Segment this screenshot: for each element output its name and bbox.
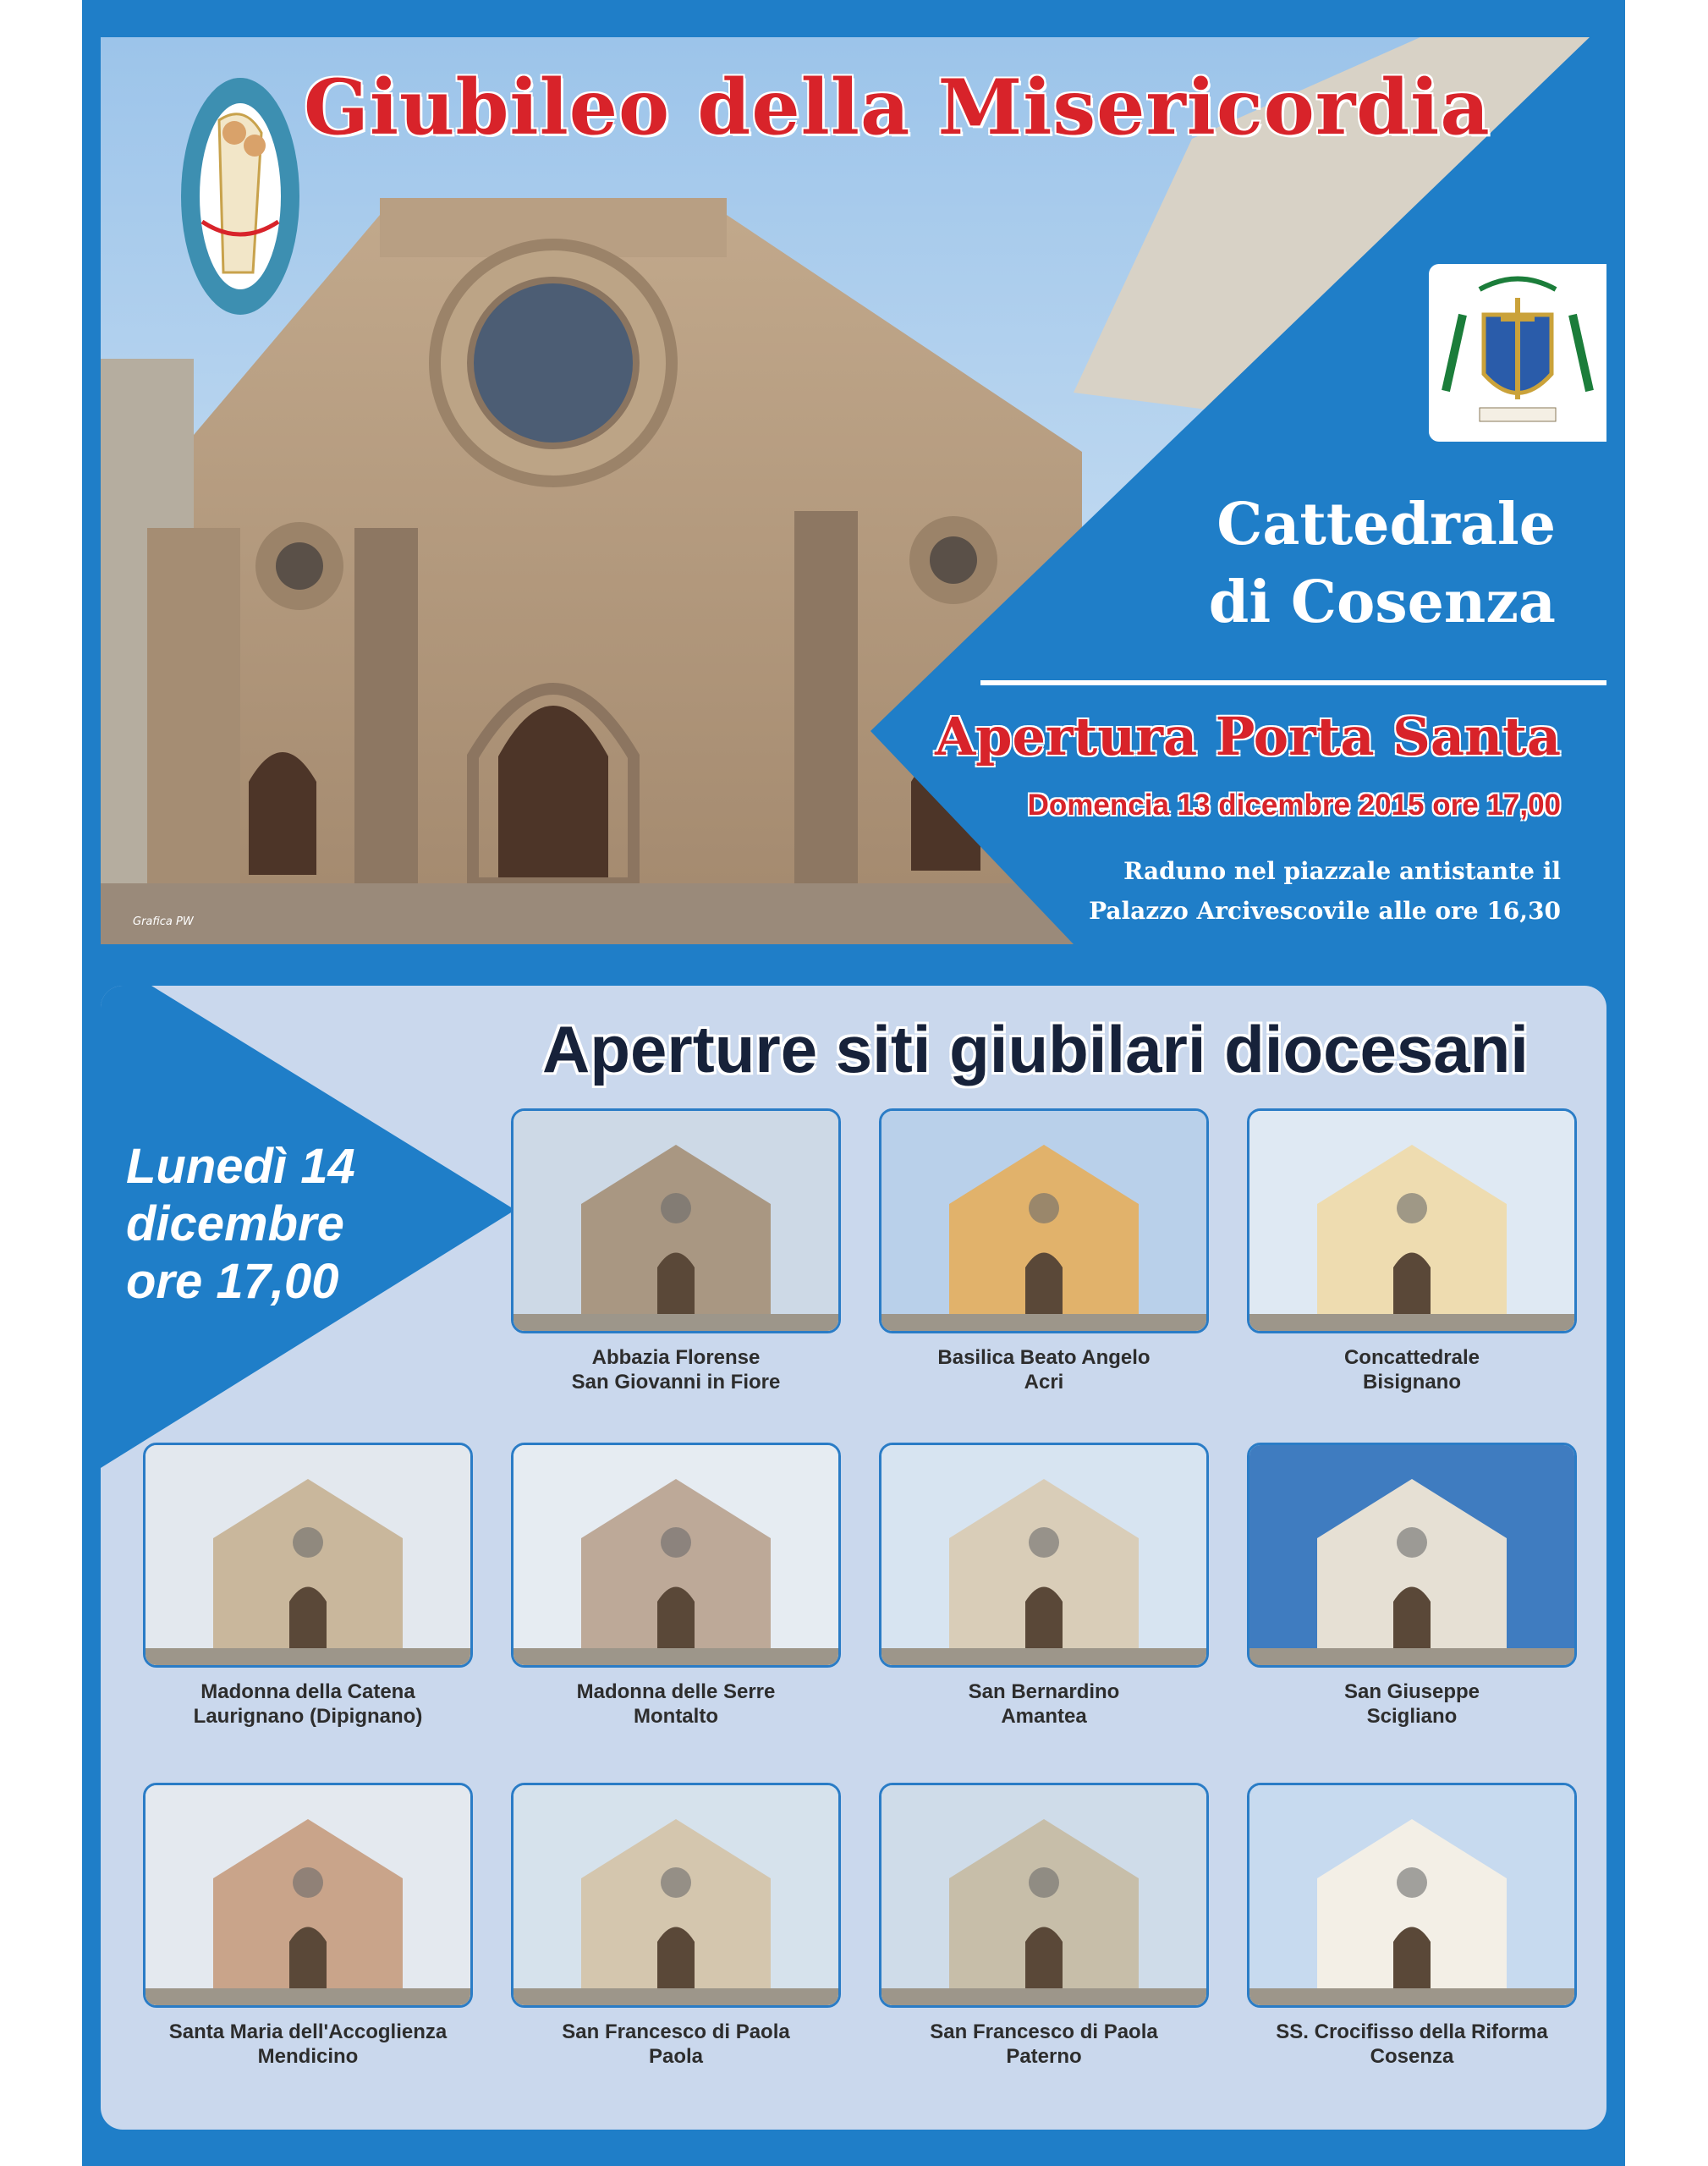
site-caption — [879, 1345, 1209, 1394]
site-photo — [511, 1783, 841, 2008]
site-photo — [511, 1108, 841, 1333]
site-photo — [879, 1783, 1209, 2008]
coat-of-arms — [1429, 264, 1606, 442]
church-photo-icon — [881, 1445, 1206, 1665]
site-photo — [1247, 1783, 1577, 2008]
sites-title: Aperture siti giubilari diocesani — [542, 1012, 1529, 1086]
church-photo-icon — [1249, 1111, 1574, 1331]
cathedral-line-1: Cattedrale — [1216, 491, 1556, 558]
page-title: Giubileo della Misericordia — [304, 63, 1491, 152]
sites-panel — [101, 986, 1606, 2130]
cathedral-line-2: di Cosenza — [1208, 569, 1556, 636]
site-caption — [511, 1345, 841, 1394]
site-caption — [879, 1679, 1209, 1729]
church-photo-icon — [881, 1785, 1206, 2005]
site-name: Basilica Beato Angelo — [937, 1346, 1151, 1369]
church-photo-icon — [146, 1785, 470, 2005]
site-photo — [511, 1443, 841, 1668]
site-caption — [511, 1679, 841, 1729]
site-place: Mendicino — [257, 2045, 359, 2068]
site-name: Madonna della Catena — [200, 1680, 415, 1703]
event-title: Apertura Porta Santa — [935, 706, 1561, 767]
site-caption — [1247, 1679, 1577, 1729]
church-photo-icon — [513, 1785, 838, 2005]
site-place: Paterno — [1006, 2045, 1082, 2068]
site-name: San Bernardino — [968, 1680, 1120, 1703]
site-photo — [879, 1108, 1209, 1333]
site-card — [879, 1443, 1209, 1729]
site-place: Laurignano (Dipignano) — [193, 1705, 423, 1728]
site-card — [511, 1108, 841, 1394]
site-card — [511, 1443, 841, 1729]
site-card — [143, 1783, 473, 2069]
site-name: Madonna delle Serre — [576, 1680, 776, 1703]
site-caption — [143, 2020, 473, 2069]
coat-of-arms-icon — [1429, 264, 1606, 442]
site-name: San Francesco di Paola — [930, 2020, 1158, 2043]
site-caption — [879, 2020, 1209, 2069]
site-name: Abbazia Florense — [591, 1346, 761, 1369]
jubilee-logo-icon — [151, 52, 312, 366]
site-place: Acri — [1024, 1371, 1064, 1394]
site-photo — [143, 1443, 473, 1668]
site-photo — [1247, 1108, 1577, 1333]
sites-date-line-2: dicembre — [126, 1196, 344, 1251]
church-photo-icon — [513, 1445, 838, 1665]
site-caption — [143, 1679, 473, 1729]
site-caption — [1247, 1345, 1577, 1394]
church-photo-icon — [1249, 1445, 1574, 1665]
site-name: Santa Maria dell'Accoglienza — [168, 2020, 448, 2043]
site-name: San Giuseppe — [1343, 1680, 1480, 1703]
site-place: Amantea — [1001, 1705, 1087, 1728]
site-name: SS. Crocifisso della Riforma — [1276, 2020, 1548, 2043]
meeting-info — [1089, 851, 1561, 931]
sites-date-line-3: ore 17,00 — [126, 1254, 339, 1309]
meeting-line-1: Raduno nel piazzale antistante il — [1123, 857, 1561, 885]
church-photo-icon — [881, 1111, 1206, 1331]
site-card — [879, 1783, 1209, 2069]
sites-date-line-1: Lunedì 14 — [126, 1139, 355, 1194]
poster — [82, 0, 1625, 2166]
graphics-credit: Grafica PW — [133, 915, 194, 928]
divider — [980, 680, 1606, 685]
site-photo — [1247, 1443, 1577, 1668]
site-place: Montalto — [634, 1705, 718, 1728]
church-photo-icon — [146, 1445, 470, 1665]
church-photo-icon — [513, 1111, 838, 1331]
meeting-line-2: Palazzo Arcivescovile alle ore 16,30 — [1089, 897, 1561, 925]
sites-date — [126, 1138, 355, 1311]
site-caption — [511, 2020, 841, 2069]
site-photo — [879, 1443, 1209, 1668]
church-photo-icon — [1249, 1785, 1574, 2005]
site-card — [879, 1108, 1209, 1394]
site-card — [143, 1443, 473, 1729]
site-place: Cosenza — [1370, 2045, 1454, 2068]
site-card — [1247, 1108, 1577, 1394]
hero-section — [101, 37, 1606, 944]
site-place: Paola — [648, 2045, 704, 2068]
site-card — [1247, 1443, 1577, 1729]
site-card — [1247, 1783, 1577, 2069]
event-datetime: Domencia 13 dicembre 2015 ore 17,00 — [1027, 789, 1561, 822]
site-name: San Francesco di Paola — [562, 2020, 790, 2043]
site-photo — [143, 1783, 473, 2008]
site-place: San Giovanni in Fiore — [571, 1371, 781, 1394]
cathedral-name — [1209, 486, 1556, 641]
site-name: Concattedrale — [1343, 1346, 1480, 1369]
site-place: Bisignano — [1362, 1371, 1461, 1394]
site-place: Scigliano — [1366, 1705, 1458, 1728]
site-card — [511, 1783, 841, 2069]
site-caption — [1247, 2020, 1577, 2069]
